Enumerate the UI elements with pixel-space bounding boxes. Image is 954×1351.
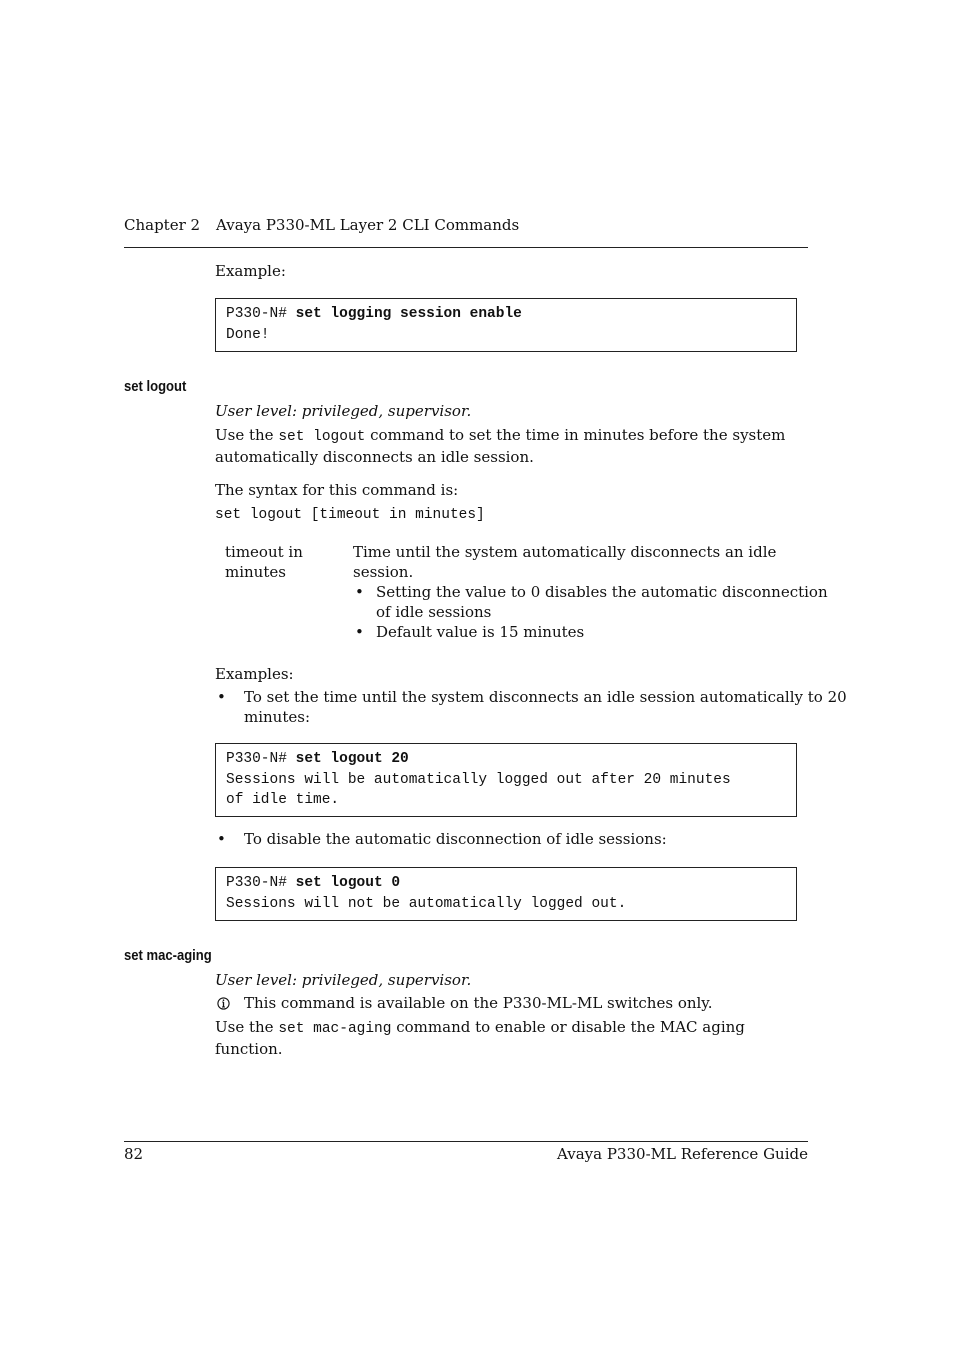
info-icon <box>217 996 230 1009</box>
page-number: 82 <box>124 1145 144 1163</box>
section-heading-set-logout: set logout <box>124 379 187 395</box>
code-output: Sessions will be automatically logged out after 20 minutes <box>226 771 731 788</box>
user-level-text: User level: privileged, supervisor. <box>215 402 472 420</box>
example-2-text: To disable the automatic disconnection of idle sessions: <box>244 830 667 848</box>
desc-text: Use the <box>215 426 274 444</box>
guide-title: Avaya P330-ML Reference Guide <box>557 1145 808 1163</box>
param-description <box>353 543 776 582</box>
example-label: Example: <box>215 262 286 280</box>
code-command: set logout 0 <box>295 875 401 891</box>
desc-text: Use the <box>215 1018 274 1036</box>
param-bullet-line: Setting the value to 0 disables the automatic disconnection <box>376 583 828 601</box>
bullet-icon: • <box>355 623 364 641</box>
footer-rule <box>124 1141 808 1142</box>
user-level-text: User level: privileged, supervisor. <box>215 971 472 989</box>
chapter-title: Avaya P330-ML Layer 2 CLI Commands <box>216 216 520 234</box>
param-desc-line: Time until the system automatically disconnects an idle <box>353 543 777 561</box>
bullet-icon: • <box>355 583 364 601</box>
param-desc-line: session. <box>353 562 414 581</box>
examples-label: Examples: <box>215 665 294 683</box>
syntax-label: The syntax for this command is: <box>215 481 459 499</box>
code-command: set logout 20 <box>295 751 409 767</box>
code-output: Done! <box>226 326 270 343</box>
code-output: of idle time. <box>226 792 340 808</box>
example-1-text <box>244 688 847 727</box>
code-prompt: P330-N# <box>226 306 287 322</box>
set-logout-description <box>215 426 805 467</box>
inline-code: set logout <box>278 429 366 445</box>
param-name <box>225 543 303 582</box>
availability-note: This command is available on the P330-ML-ML switches only. <box>244 994 713 1012</box>
param-bullet-1 <box>376 583 828 622</box>
desc-text: command to enable or disable the MAC aging function. <box>215 1018 745 1058</box>
param-name-line: minutes <box>225 562 286 581</box>
code-prompt: P330-N# <box>226 875 287 891</box>
header-rule <box>124 247 808 248</box>
chapter-label: Chapter 2 <box>124 216 201 234</box>
code-block-logout-0 <box>215 867 797 921</box>
desc-text: command to set the time in minutes before the system <box>370 426 786 444</box>
code-command: set logging session enable <box>295 306 522 322</box>
param-bullet-2: Default value is 15 minutes <box>376 623 585 641</box>
desc-text: automatically disconnects an idle session. <box>215 447 534 466</box>
syntax-code: set logout [timeout in minutes] <box>215 507 485 523</box>
example-text-line: minutes: <box>244 707 310 726</box>
section-heading-set-mac-aging: set mac-aging <box>124 948 212 964</box>
inline-code: set mac-aging <box>278 1021 392 1037</box>
param-bullet-line: of idle sessions <box>376 602 492 621</box>
code-output: Sessions will not be automatically logged out. <box>226 895 627 912</box>
code-prompt: P330-N# <box>226 751 287 767</box>
example-text-line: To set the time until the system disconnects an idle session automatically to 20 <box>244 688 847 706</box>
code-block-logout-20 <box>215 743 797 817</box>
set-mac-aging-description <box>215 1018 815 1059</box>
bullet-icon: • <box>217 688 226 706</box>
code-block-logging <box>215 298 797 352</box>
param-name-line: timeout in <box>225 543 303 561</box>
bullet-icon: • <box>217 830 226 848</box>
